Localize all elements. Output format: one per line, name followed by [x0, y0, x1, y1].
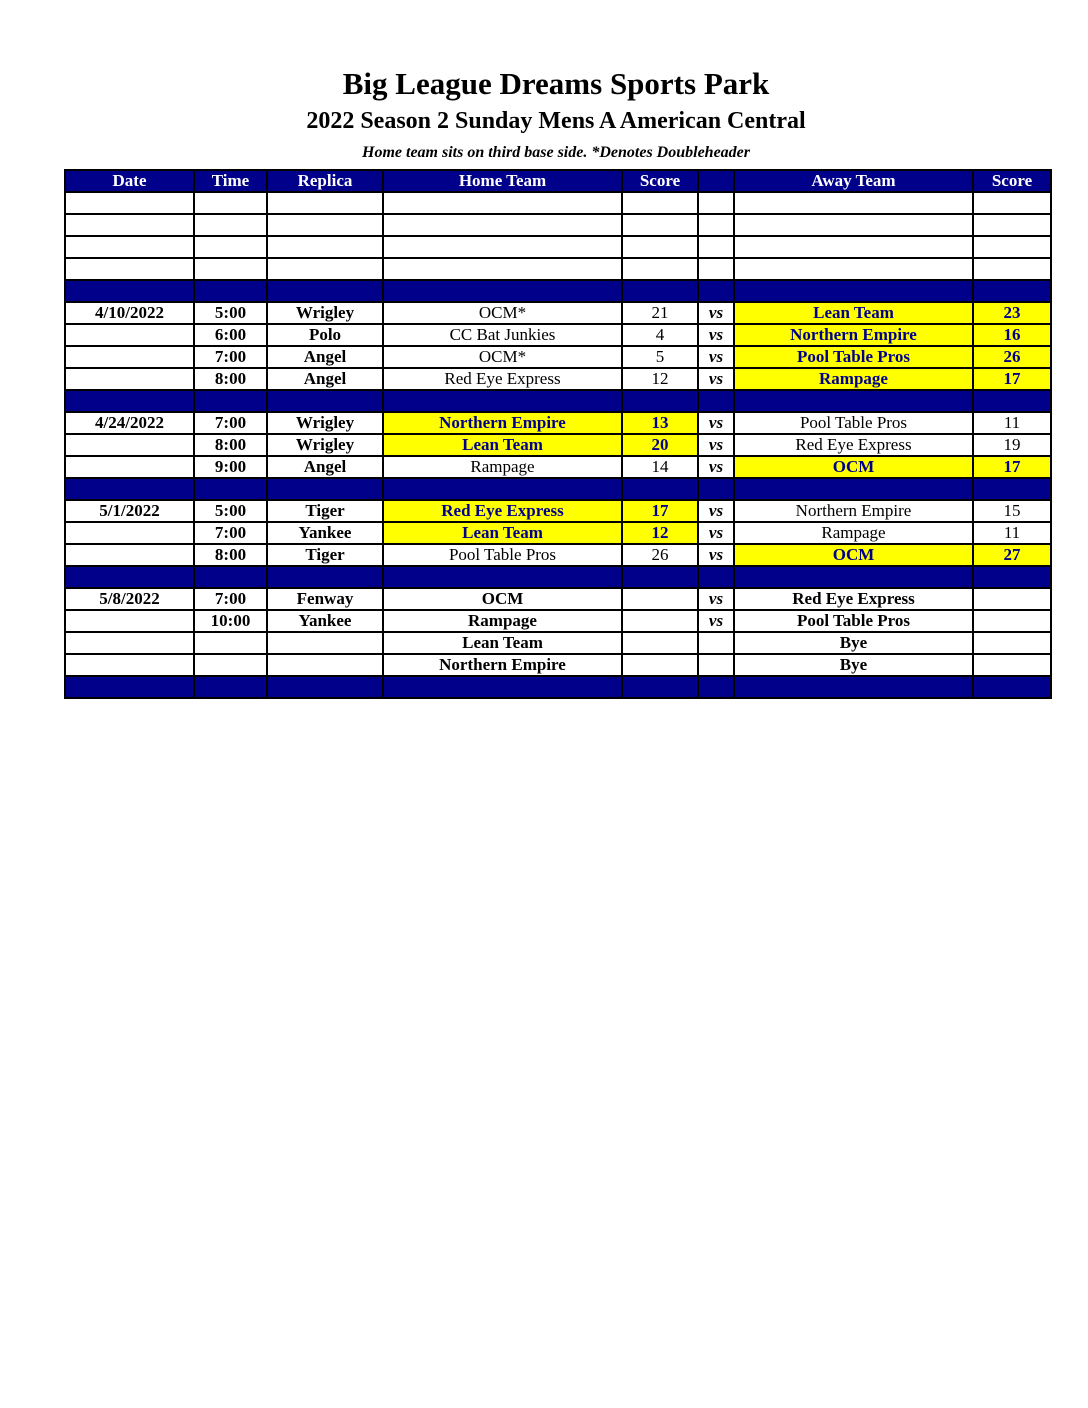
home-team-cell: Lean Team [383, 522, 622, 544]
empty-cell [622, 390, 698, 412]
schedule-table [64, 169, 1052, 699]
home-score-cell [622, 632, 698, 654]
replica-cell: Fenway [267, 588, 383, 610]
empty-cell [65, 676, 194, 698]
home-team-cell: Rampage [383, 610, 622, 632]
away-score-cell: 26 [973, 346, 1051, 368]
time-cell: 8:00 [194, 434, 267, 456]
empty-cell [698, 214, 734, 236]
empty-cell [194, 214, 267, 236]
empty-cell [194, 258, 267, 280]
home-score-cell: 12 [622, 368, 698, 390]
separator-row [65, 280, 1051, 302]
empty-cell [383, 390, 622, 412]
away-score-cell [973, 654, 1051, 676]
date-cell [65, 522, 194, 544]
separator-row [65, 478, 1051, 500]
empty-cell [383, 236, 622, 258]
away-team-cell: Pool Table Pros [734, 610, 973, 632]
vs-cell: vs [698, 456, 734, 478]
empty-cell [698, 280, 734, 302]
date-cell: 5/1/2022 [65, 500, 194, 522]
empty-cell [734, 566, 973, 588]
empty-cell [973, 390, 1051, 412]
time-cell: 7:00 [194, 522, 267, 544]
game-row [65, 434, 1051, 456]
away-team-cell: OCM [734, 544, 973, 566]
home-score-cell [622, 610, 698, 632]
away-team-cell: Rampage [734, 522, 973, 544]
vs-cell: vs [698, 544, 734, 566]
empty-cell [65, 390, 194, 412]
date-cell [65, 632, 194, 654]
home-team-cell: Rampage [383, 456, 622, 478]
game-row [65, 522, 1051, 544]
empty-cell [973, 236, 1051, 258]
col-date: Date [65, 170, 194, 192]
empty-cell [734, 478, 973, 500]
col-vs [698, 170, 734, 192]
empty-cell [267, 236, 383, 258]
game-row [65, 544, 1051, 566]
date-cell [65, 324, 194, 346]
empty-cell [194, 280, 267, 302]
time-cell: 10:00 [194, 610, 267, 632]
empty-cell [973, 676, 1051, 698]
home-team-cell: Red Eye Express [383, 368, 622, 390]
replica-cell [267, 654, 383, 676]
replica-cell: Angel [267, 346, 383, 368]
empty-cell [622, 192, 698, 214]
col-home-team: Home Team [383, 170, 622, 192]
empty-cell [698, 478, 734, 500]
away-score-cell: 17 [973, 368, 1051, 390]
empty-cell [383, 478, 622, 500]
time-cell: 7:00 [194, 588, 267, 610]
home-team-cell: Lean Team [383, 632, 622, 654]
vs-cell: vs [698, 522, 734, 544]
game-row [65, 610, 1051, 632]
col-away-team: Away Team [734, 170, 973, 192]
away-score-cell [973, 632, 1051, 654]
date-cell [65, 368, 194, 390]
empty-cell [622, 478, 698, 500]
empty-cell [267, 280, 383, 302]
replica-cell: Angel [267, 456, 383, 478]
empty-cell [622, 236, 698, 258]
schedule-body [65, 192, 1051, 698]
blank-row [65, 236, 1051, 258]
vs-cell: vs [698, 302, 734, 324]
empty-cell [194, 390, 267, 412]
home-score-cell: 14 [622, 456, 698, 478]
away-score-cell [973, 610, 1051, 632]
empty-cell [65, 566, 194, 588]
empty-cell [622, 258, 698, 280]
home-score-cell: 17 [622, 500, 698, 522]
replica-cell: Tiger [267, 500, 383, 522]
page-title: Big League Dreams Sports Park [342, 66, 770, 101]
empty-cell [973, 280, 1051, 302]
empty-cell [194, 676, 267, 698]
replica-cell: Angel [267, 368, 383, 390]
home-score-cell [622, 588, 698, 610]
empty-cell [267, 214, 383, 236]
date-cell [65, 544, 194, 566]
time-cell: 9:00 [194, 456, 267, 478]
vs-cell [698, 654, 734, 676]
empty-cell [734, 214, 973, 236]
empty-cell [622, 566, 698, 588]
home-team-cell: Northern Empire [383, 654, 622, 676]
game-row [65, 412, 1051, 434]
col-time: Time [194, 170, 267, 192]
date-cell [65, 610, 194, 632]
separator-row [65, 390, 1051, 412]
game-row [65, 500, 1051, 522]
away-score-cell: 16 [973, 324, 1051, 346]
empty-cell [383, 566, 622, 588]
vs-cell [698, 632, 734, 654]
replica-cell: Tiger [267, 544, 383, 566]
empty-cell [973, 258, 1051, 280]
empty-cell [698, 258, 734, 280]
away-team-cell: Red Eye Express [734, 434, 973, 456]
empty-cell [734, 258, 973, 280]
empty-cell [65, 236, 194, 258]
date-cell [65, 654, 194, 676]
empty-cell [267, 192, 383, 214]
game-row [65, 324, 1051, 346]
home-team-cell: OCM* [383, 302, 622, 324]
time-cell: 7:00 [194, 346, 267, 368]
away-team-cell: Bye [734, 654, 973, 676]
empty-cell [973, 478, 1051, 500]
home-score-cell: 20 [622, 434, 698, 456]
empty-cell [734, 236, 973, 258]
vs-cell: vs [698, 412, 734, 434]
home-team-cell: Pool Table Pros [383, 544, 622, 566]
date-cell [65, 456, 194, 478]
empty-cell [194, 478, 267, 500]
away-team-cell: Red Eye Express [734, 588, 973, 610]
empty-cell [734, 390, 973, 412]
empty-cell [194, 566, 267, 588]
away-score-cell: 23 [973, 302, 1051, 324]
date-cell [65, 346, 194, 368]
vs-cell: vs [698, 500, 734, 522]
empty-cell [267, 478, 383, 500]
date-cell: 4/10/2022 [65, 302, 194, 324]
separator-row [65, 566, 1051, 588]
time-cell: 5:00 [194, 302, 267, 324]
empty-cell [973, 192, 1051, 214]
empty-cell [383, 280, 622, 302]
empty-cell [65, 214, 194, 236]
empty-cell [267, 390, 383, 412]
empty-cell [65, 192, 194, 214]
empty-cell [383, 192, 622, 214]
game-row [65, 654, 1051, 676]
time-cell [194, 632, 267, 654]
vs-cell: vs [698, 588, 734, 610]
empty-cell [383, 214, 622, 236]
empty-cell [698, 236, 734, 258]
empty-cell [698, 566, 734, 588]
home-team-cell: OCM* [383, 346, 622, 368]
empty-cell [973, 566, 1051, 588]
game-row [65, 588, 1051, 610]
away-team-cell: Bye [734, 632, 973, 654]
empty-cell [267, 676, 383, 698]
replica-cell: Yankee [267, 610, 383, 632]
home-team-cell: Red Eye Express [383, 500, 622, 522]
empty-cell [194, 192, 267, 214]
col-replica: Replica [267, 170, 383, 192]
empty-cell [622, 676, 698, 698]
replica-cell: Yankee [267, 522, 383, 544]
game-row [65, 456, 1051, 478]
empty-cell [383, 676, 622, 698]
empty-cell [973, 214, 1051, 236]
home-score-cell: 5 [622, 346, 698, 368]
away-team-cell: Northern Empire [734, 500, 973, 522]
empty-cell [194, 236, 267, 258]
away-score-cell: 11 [973, 522, 1051, 544]
date-cell: 4/24/2022 [65, 412, 194, 434]
empty-cell [65, 258, 194, 280]
game-row [65, 346, 1051, 368]
vs-cell: vs [698, 610, 734, 632]
empty-cell [698, 192, 734, 214]
away-score-cell: 17 [973, 456, 1051, 478]
header-row [65, 170, 1051, 192]
date-cell: 5/8/2022 [65, 588, 194, 610]
replica-cell: Polo [267, 324, 383, 346]
empty-cell [698, 390, 734, 412]
home-score-cell [622, 654, 698, 676]
home-score-cell: 21 [622, 302, 698, 324]
date-cell [65, 434, 194, 456]
home-score-cell: 4 [622, 324, 698, 346]
home-score-cell: 13 [622, 412, 698, 434]
home-team-cell: OCM [383, 588, 622, 610]
empty-cell [734, 192, 973, 214]
empty-cell [622, 280, 698, 302]
empty-cell [383, 258, 622, 280]
away-team-cell: Lean Team [734, 302, 973, 324]
replica-cell: Wrigley [267, 412, 383, 434]
vs-cell: vs [698, 324, 734, 346]
away-team-cell: Pool Table Pros [734, 346, 973, 368]
vs-cell: vs [698, 368, 734, 390]
away-score-cell: 27 [973, 544, 1051, 566]
vs-cell: vs [698, 346, 734, 368]
home-score-cell: 26 [622, 544, 698, 566]
time-cell: 6:00 [194, 324, 267, 346]
empty-cell [267, 258, 383, 280]
time-cell: 5:00 [194, 500, 267, 522]
empty-cell [734, 676, 973, 698]
col-away-score: Score [973, 170, 1051, 192]
away-team-cell: OCM [734, 456, 973, 478]
game-row [65, 302, 1051, 324]
time-cell [194, 654, 267, 676]
away-score-cell: 19 [973, 434, 1051, 456]
game-row [65, 368, 1051, 390]
game-row [65, 632, 1051, 654]
empty-cell [734, 280, 973, 302]
time-cell: 7:00 [194, 412, 267, 434]
away-team-cell: Pool Table Pros [734, 412, 973, 434]
home-score-cell: 12 [622, 522, 698, 544]
home-team-cell: Northern Empire [383, 412, 622, 434]
separator-row [65, 676, 1051, 698]
away-score-cell: 11 [973, 412, 1051, 434]
replica-cell [267, 632, 383, 654]
away-score-cell [973, 588, 1051, 610]
vs-cell: vs [698, 434, 734, 456]
empty-cell [698, 676, 734, 698]
blank-row [65, 192, 1051, 214]
page-note: Home team sits on third base side. *Denotes Doubleheader [362, 144, 750, 161]
empty-cell [267, 566, 383, 588]
page-subtitle: 2022 Season 2 Sunday Mens A American Central [306, 108, 806, 134]
col-home-score: Score [622, 170, 698, 192]
time-cell: 8:00 [194, 544, 267, 566]
home-team-cell: Lean Team [383, 434, 622, 456]
blank-row [65, 258, 1051, 280]
empty-cell [65, 478, 194, 500]
away-score-cell: 15 [973, 500, 1051, 522]
blank-row [65, 214, 1051, 236]
time-cell: 8:00 [194, 368, 267, 390]
home-team-cell: CC Bat Junkies [383, 324, 622, 346]
empty-cell [65, 280, 194, 302]
replica-cell: Wrigley [267, 302, 383, 324]
empty-cell [622, 214, 698, 236]
away-team-cell: Northern Empire [734, 324, 973, 346]
away-team-cell: Rampage [734, 368, 973, 390]
replica-cell: Wrigley [267, 434, 383, 456]
